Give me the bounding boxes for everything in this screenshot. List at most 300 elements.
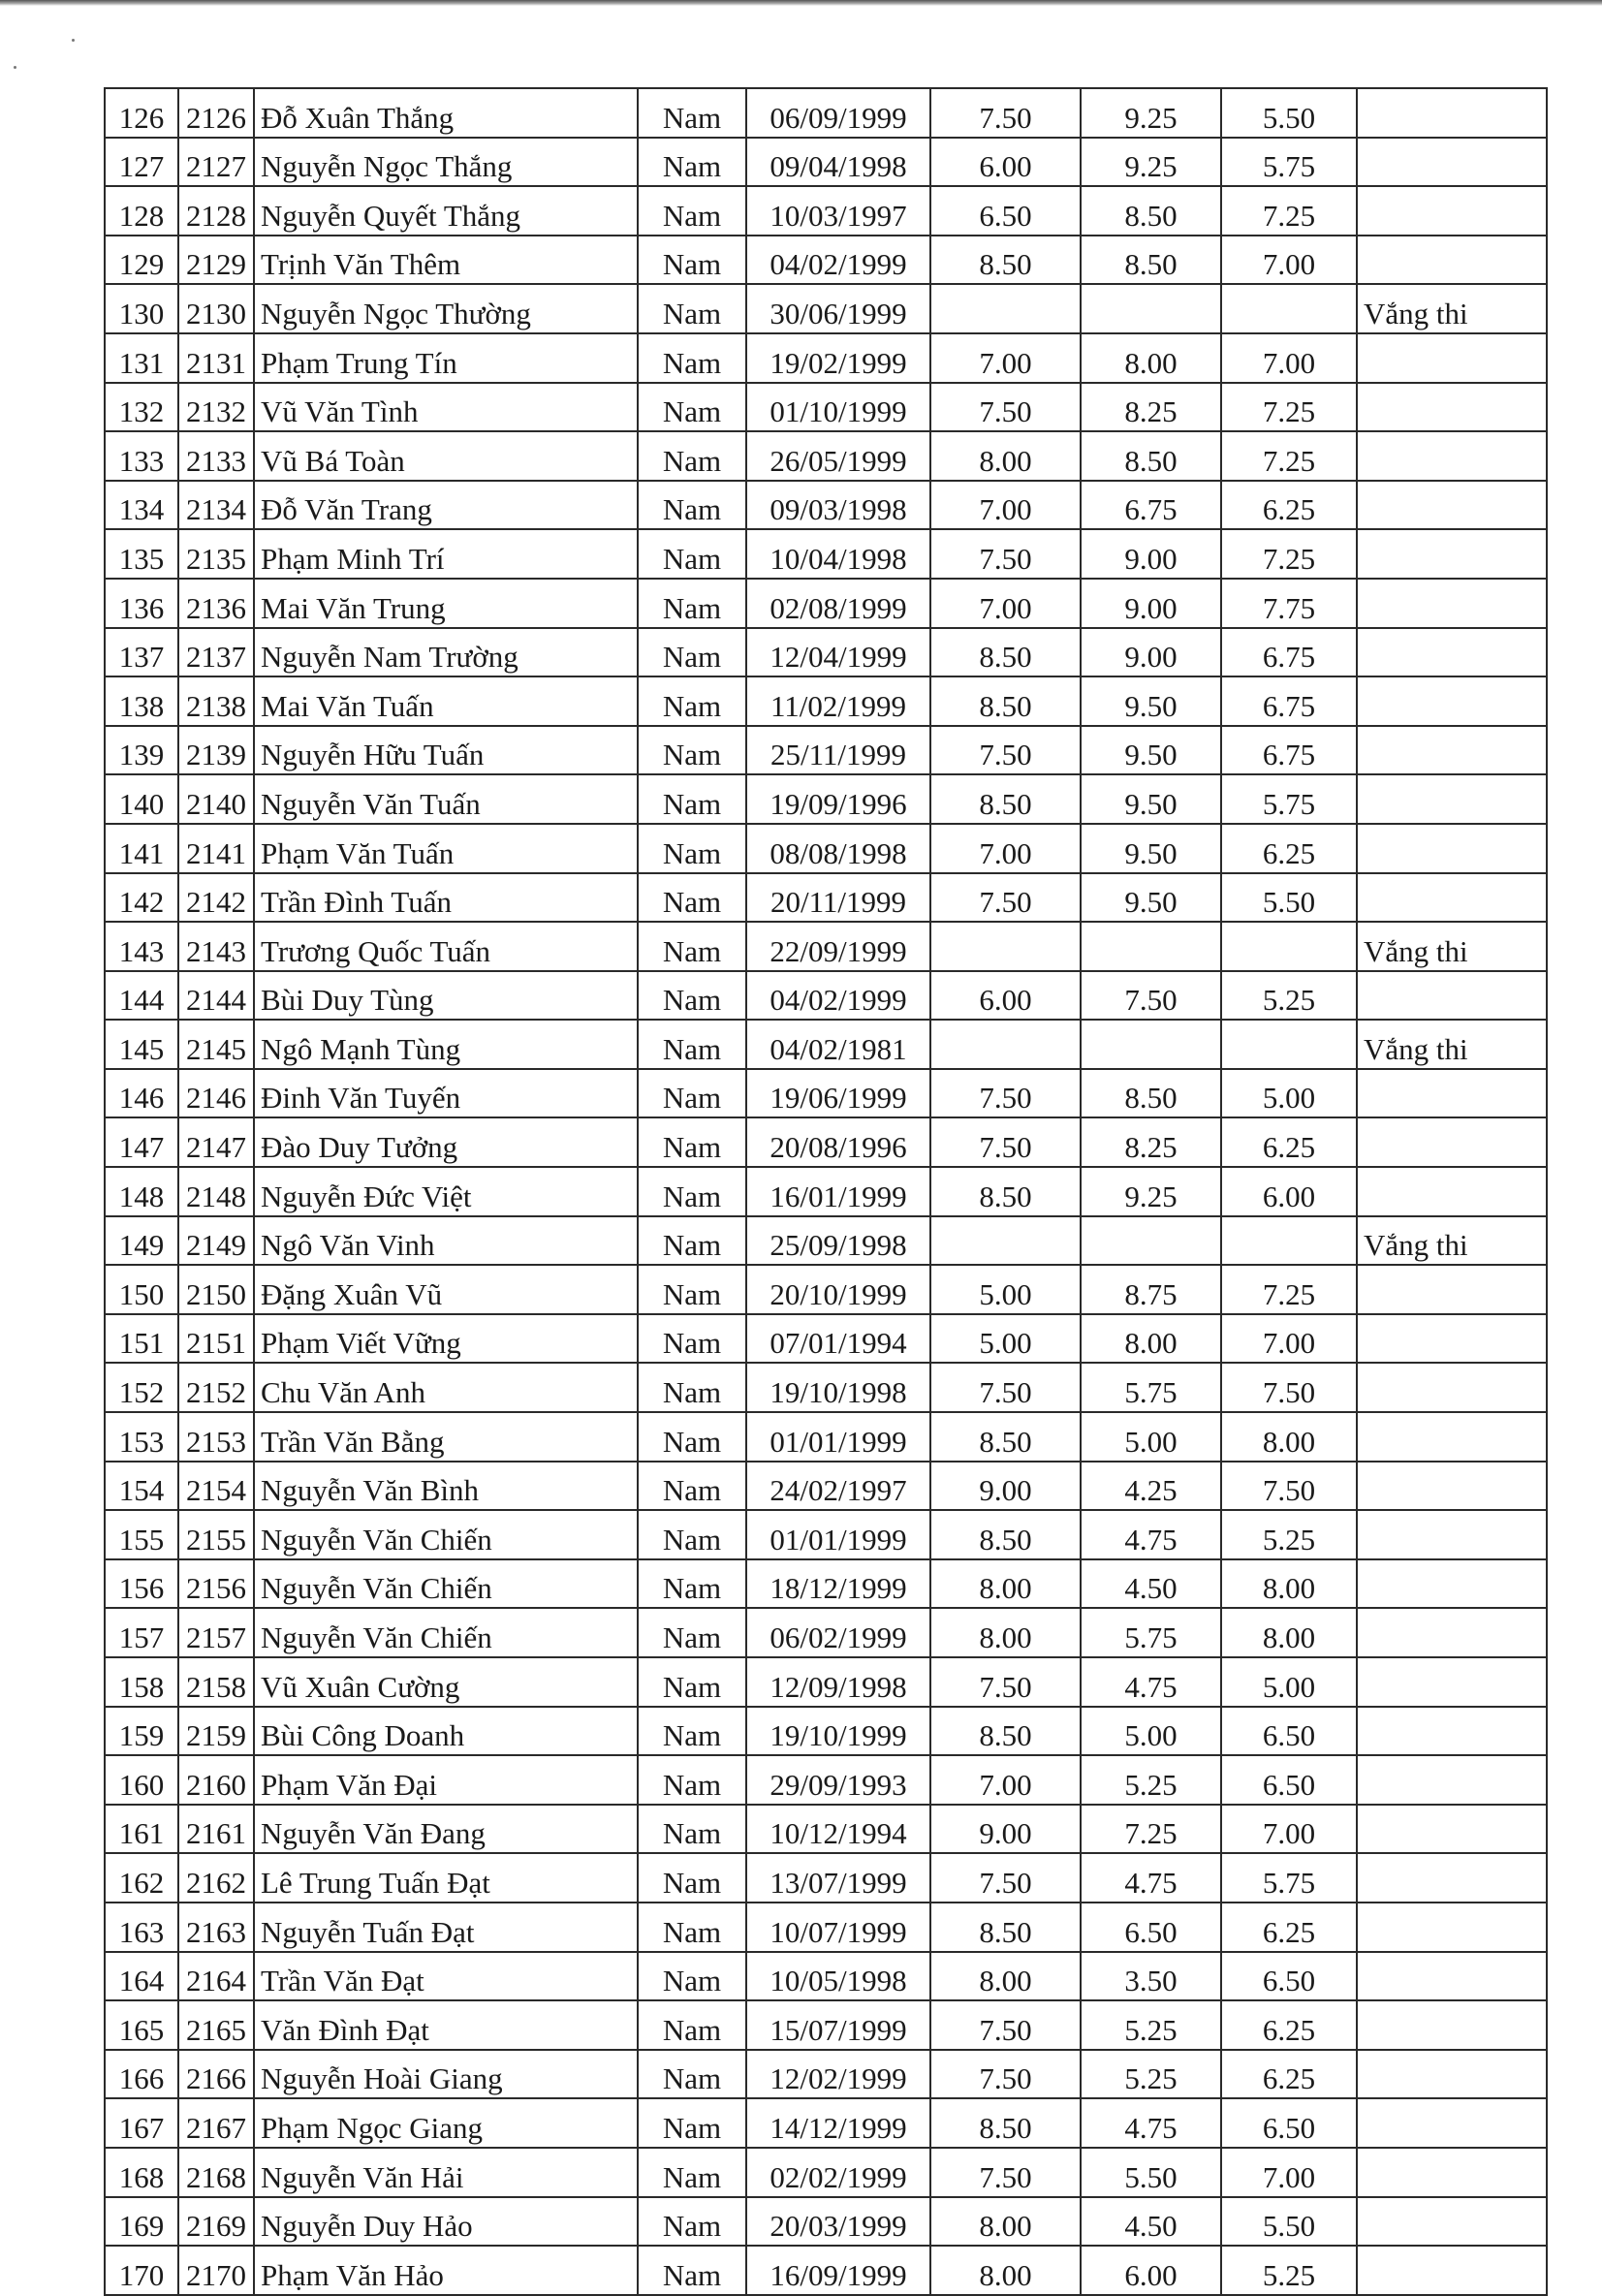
score-1-cell: 7.50 — [930, 529, 1081, 579]
note-cell — [1357, 2050, 1547, 2099]
note-cell — [1357, 1363, 1547, 1412]
candidate-name-cell: Vũ Văn Tình — [254, 383, 638, 432]
score-2-cell: 9.50 — [1081, 824, 1221, 873]
scan-speck — [72, 39, 75, 42]
candidate-number-cell: 2139 — [178, 726, 254, 775]
table-row — [105, 284, 1547, 333]
score-1-cell: 7.50 — [930, 88, 1081, 138]
score-3-cell: 6.00 — [1221, 1167, 1357, 1216]
row-index-cell: 156 — [105, 1559, 178, 1609]
note-cell — [1357, 873, 1547, 923]
candidate-name-cell: Nguyễn Ngọc Thường — [254, 284, 638, 333]
score-3-cell: 6.25 — [1221, 2000, 1357, 2050]
candidate-number-cell: 2132 — [178, 383, 254, 432]
score-2-cell: 4.25 — [1081, 1462, 1221, 1511]
row-index-cell: 163 — [105, 1903, 178, 1952]
candidate-name-cell: Trần Văn Đạt — [254, 1952, 638, 2001]
candidate-number-cell: 2149 — [178, 1216, 254, 1266]
score-2-cell: 9.00 — [1081, 628, 1221, 677]
score-2-cell: 8.25 — [1081, 1117, 1221, 1167]
score-2-cell: 9.50 — [1081, 726, 1221, 775]
score-2-cell — [1081, 284, 1221, 333]
score-3-cell: 7.25 — [1221, 383, 1357, 432]
birth-date-cell: 10/04/1998 — [746, 529, 930, 579]
row-index-cell: 162 — [105, 1853, 178, 1903]
gender-cell: Nam — [638, 88, 746, 138]
row-index-cell: 131 — [105, 333, 178, 383]
score-3-cell: 6.75 — [1221, 726, 1357, 775]
score-1-cell: 6.00 — [930, 138, 1081, 187]
candidate-number-cell: 2162 — [178, 1853, 254, 1903]
birth-date-cell: 30/06/1999 — [746, 284, 930, 333]
candidate-name-cell: Trịnh Văn Thêm — [254, 236, 638, 285]
note-cell — [1357, 186, 1547, 236]
row-index-cell: 148 — [105, 1167, 178, 1216]
candidate-number-cell: 2145 — [178, 1020, 254, 1069]
note-cell — [1357, 1755, 1547, 1805]
candidate-name-cell: Trương Quốc Tuấn — [254, 922, 638, 971]
table-row — [105, 1167, 1547, 1216]
score-3-cell: 5.75 — [1221, 774, 1357, 824]
score-1-cell: 7.50 — [930, 2000, 1081, 2050]
note-cell — [1357, 774, 1547, 824]
row-index-cell: 140 — [105, 774, 178, 824]
gender-cell: Nam — [638, 1903, 746, 1952]
candidate-number-cell: 2154 — [178, 1462, 254, 1511]
score-1-cell: 7.50 — [930, 873, 1081, 923]
birth-date-cell: 12/09/1998 — [746, 1657, 930, 1707]
birth-date-cell: 25/11/1999 — [746, 726, 930, 775]
score-3-cell: 5.00 — [1221, 1069, 1357, 1118]
candidate-name-cell: Nguyễn Quyết Thắng — [254, 186, 638, 236]
candidate-number-cell: 2165 — [178, 2000, 254, 2050]
note-cell: Vắng thi — [1357, 1020, 1547, 1069]
score-2-cell: 8.50 — [1081, 1069, 1221, 1118]
score-1-cell: 8.50 — [930, 628, 1081, 677]
scan-speck — [14, 66, 16, 69]
score-2-cell: 5.75 — [1081, 1363, 1221, 1412]
score-2-cell: 9.25 — [1081, 138, 1221, 187]
note-cell — [1357, 1805, 1547, 1854]
score-3-cell: 6.25 — [1221, 824, 1357, 873]
score-3-cell: 6.50 — [1221, 1952, 1357, 2001]
score-3-cell: 7.00 — [1221, 1314, 1357, 1364]
candidate-name-cell: Phạm Văn Đại — [254, 1755, 638, 1805]
score-3-cell: 6.50 — [1221, 1755, 1357, 1805]
birth-date-cell: 10/03/1997 — [746, 186, 930, 236]
gender-cell: Nam — [638, 579, 746, 628]
table-row — [105, 1657, 1547, 1707]
candidate-number-cell: 2140 — [178, 774, 254, 824]
score-1-cell: 7.00 — [930, 1755, 1081, 1805]
birth-date-cell: 22/09/1999 — [746, 922, 930, 971]
score-3-cell: 5.50 — [1221, 88, 1357, 138]
scan-top-edge — [0, 0, 1602, 6]
gender-cell: Nam — [638, 2246, 746, 2295]
score-2-cell: 9.00 — [1081, 579, 1221, 628]
candidate-number-cell: 2148 — [178, 1167, 254, 1216]
gender-cell: Nam — [638, 628, 746, 677]
score-1-cell: 7.50 — [930, 383, 1081, 432]
gender-cell: Nam — [638, 1167, 746, 1216]
row-index-cell: 150 — [105, 1265, 178, 1314]
score-2-cell: 3.50 — [1081, 1952, 1221, 2001]
score-2-cell: 7.25 — [1081, 1805, 1221, 1854]
table-row — [105, 1510, 1547, 1559]
score-2-cell: 9.00 — [1081, 529, 1221, 579]
note-cell — [1357, 1559, 1547, 1609]
note-cell — [1357, 971, 1547, 1021]
table-row — [105, 88, 1547, 138]
score-1-cell: 7.00 — [930, 333, 1081, 383]
score-1-cell: 8.00 — [930, 1559, 1081, 1609]
gender-cell: Nam — [638, 1755, 746, 1805]
candidate-name-cell: Bùi Duy Tùng — [254, 971, 638, 1021]
score-2-cell: 6.75 — [1081, 481, 1221, 530]
candidate-number-cell: 2135 — [178, 529, 254, 579]
table-row — [105, 726, 1547, 775]
candidate-name-cell: Phạm Văn Hảo — [254, 2246, 638, 2295]
note-cell — [1357, 1903, 1547, 1952]
table-row — [105, 2148, 1547, 2197]
candidate-name-cell: Nguyễn Văn Tuấn — [254, 774, 638, 824]
gender-cell: Nam — [638, 2050, 746, 2099]
birth-date-cell: 06/02/1999 — [746, 1608, 930, 1657]
score-2-cell: 7.50 — [1081, 971, 1221, 1021]
gender-cell: Nam — [638, 333, 746, 383]
candidate-number-cell: 2157 — [178, 1608, 254, 1657]
birth-date-cell: 10/05/1998 — [746, 1952, 930, 2001]
candidate-number-cell: 2168 — [178, 2148, 254, 2197]
candidate-number-cell: 2155 — [178, 1510, 254, 1559]
score-1-cell: 8.50 — [930, 236, 1081, 285]
table-row — [105, 186, 1547, 236]
score-3-cell: 6.25 — [1221, 2050, 1357, 2099]
score-3-cell: 7.50 — [1221, 1462, 1357, 1511]
score-table — [104, 87, 1548, 2296]
candidate-number-cell: 2164 — [178, 1952, 254, 2001]
note-cell — [1357, 431, 1547, 481]
candidate-number-cell: 2159 — [178, 1707, 254, 1756]
score-2-cell: 8.50 — [1081, 431, 1221, 481]
score-1-cell: 7.50 — [930, 1069, 1081, 1118]
score-2-cell: 5.75 — [1081, 1608, 1221, 1657]
birth-date-cell: 01/01/1999 — [746, 1412, 930, 1462]
score-1-cell: 8.50 — [930, 1510, 1081, 1559]
note-cell — [1357, 138, 1547, 187]
score-3-cell: 8.00 — [1221, 1608, 1357, 1657]
table-row — [105, 1853, 1547, 1903]
row-index-cell: 142 — [105, 873, 178, 923]
score-1-cell — [930, 1020, 1081, 1069]
gender-cell: Nam — [638, 1117, 746, 1167]
row-index-cell: 167 — [105, 2098, 178, 2148]
candidate-number-cell: 2146 — [178, 1069, 254, 1118]
candidate-number-cell: 2160 — [178, 1755, 254, 1805]
note-cell — [1357, 2098, 1547, 2148]
gender-cell: Nam — [638, 236, 746, 285]
candidate-number-cell: 2141 — [178, 824, 254, 873]
birth-date-cell: 02/02/1999 — [746, 2148, 930, 2197]
candidate-name-cell: Lê Trung Tuấn Đạt — [254, 1853, 638, 1903]
gender-cell: Nam — [638, 1069, 746, 1118]
score-1-cell: 8.00 — [930, 2197, 1081, 2247]
gender-cell: Nam — [638, 186, 746, 236]
table-row — [105, 628, 1547, 677]
gender-cell: Nam — [638, 2000, 746, 2050]
birth-date-cell: 16/09/1999 — [746, 2246, 930, 2295]
score-1-cell: 8.00 — [930, 2246, 1081, 2295]
gender-cell: Nam — [638, 431, 746, 481]
score-3-cell: 7.00 — [1221, 236, 1357, 285]
note-cell — [1357, 1314, 1547, 1364]
birth-date-cell: 26/05/1999 — [746, 431, 930, 481]
table-row — [105, 1216, 1547, 1266]
candidate-number-cell: 2143 — [178, 922, 254, 971]
table-row — [105, 138, 1547, 187]
note-cell — [1357, 1117, 1547, 1167]
table-row — [105, 824, 1547, 873]
row-index-cell: 168 — [105, 2148, 178, 2197]
row-index-cell: 136 — [105, 579, 178, 628]
candidate-number-cell: 2166 — [178, 2050, 254, 2099]
score-2-cell: 4.50 — [1081, 2197, 1221, 2247]
gender-cell: Nam — [638, 1853, 746, 1903]
note-cell — [1357, 1707, 1547, 1756]
note-cell — [1357, 2000, 1547, 2050]
gender-cell: Nam — [638, 1657, 746, 1707]
gender-cell: Nam — [638, 1707, 746, 1756]
candidate-number-cell: 2150 — [178, 1265, 254, 1314]
candidate-number-cell: 2152 — [178, 1363, 254, 1412]
table-row — [105, 873, 1547, 923]
gender-cell: Nam — [638, 2197, 746, 2247]
candidate-name-cell: Đào Duy Tưởng — [254, 1117, 638, 1167]
score-2-cell: 5.25 — [1081, 2000, 1221, 2050]
score-2-cell: 9.50 — [1081, 676, 1221, 726]
score-3-cell: 5.75 — [1221, 138, 1357, 187]
note-cell — [1357, 1462, 1547, 1511]
gender-cell: Nam — [638, 1805, 746, 1854]
birth-date-cell: 04/02/1999 — [746, 971, 930, 1021]
score-1-cell: 6.00 — [930, 971, 1081, 1021]
note-cell — [1357, 1510, 1547, 1559]
birth-date-cell: 09/04/1998 — [746, 138, 930, 187]
candidate-name-cell: Phạm Ngọc Giang — [254, 2098, 638, 2148]
score-1-cell: 8.50 — [930, 676, 1081, 726]
table-row — [105, 2197, 1547, 2247]
birth-date-cell: 25/09/1998 — [746, 1216, 930, 1266]
score-3-cell: 5.75 — [1221, 1853, 1357, 1903]
note-cell — [1357, 1412, 1547, 1462]
table-row — [105, 579, 1547, 628]
gender-cell: Nam — [638, 1608, 746, 1657]
row-index-cell: 137 — [105, 628, 178, 677]
gender-cell: Nam — [638, 138, 746, 187]
birth-date-cell: 20/03/1999 — [746, 2197, 930, 2247]
row-index-cell: 158 — [105, 1657, 178, 1707]
note-cell: Vắng thi — [1357, 284, 1547, 333]
row-index-cell: 157 — [105, 1608, 178, 1657]
candidate-name-cell: Nguyễn Văn Chiến — [254, 1510, 638, 1559]
score-2-cell: 6.50 — [1081, 1903, 1221, 1952]
score-3-cell: 5.25 — [1221, 971, 1357, 1021]
score-1-cell: 9.00 — [930, 1462, 1081, 1511]
score-1-cell: 7.50 — [930, 1853, 1081, 1903]
score-2-cell — [1081, 1216, 1221, 1266]
score-1-cell: 8.50 — [930, 2098, 1081, 2148]
score-1-cell: 8.50 — [930, 1167, 1081, 1216]
candidate-number-cell: 2136 — [178, 579, 254, 628]
candidate-name-cell: Trần Đình Tuấn — [254, 873, 638, 923]
gender-cell: Nam — [638, 481, 746, 530]
score-2-cell: 9.25 — [1081, 88, 1221, 138]
gender-cell: Nam — [638, 873, 746, 923]
table-row — [105, 922, 1547, 971]
candidate-number-cell: 2130 — [178, 284, 254, 333]
score-2-cell: 8.75 — [1081, 1265, 1221, 1314]
score-1-cell: 6.50 — [930, 186, 1081, 236]
candidate-number-cell: 2161 — [178, 1805, 254, 1854]
birth-date-cell: 09/03/1998 — [746, 481, 930, 530]
candidate-name-cell: Đặng Xuân Vũ — [254, 1265, 638, 1314]
birth-date-cell: 01/10/1999 — [746, 383, 930, 432]
score-2-cell: 4.75 — [1081, 2098, 1221, 2148]
note-cell — [1357, 1952, 1547, 2001]
table-row — [105, 1069, 1547, 1118]
row-index-cell: 161 — [105, 1805, 178, 1854]
birth-date-cell: 08/08/1998 — [746, 824, 930, 873]
table-row — [105, 2246, 1547, 2295]
candidate-number-cell: 2131 — [178, 333, 254, 383]
birth-date-cell: 16/01/1999 — [746, 1167, 930, 1216]
score-2-cell: 5.25 — [1081, 2050, 1221, 2099]
score-3-cell: 7.75 — [1221, 579, 1357, 628]
note-cell — [1357, 628, 1547, 677]
gender-cell: Nam — [638, 726, 746, 775]
candidate-name-cell: Nguyễn Hoài Giang — [254, 2050, 638, 2099]
table-row — [105, 2098, 1547, 2148]
candidate-name-cell: Phạm Trung Tín — [254, 333, 638, 383]
row-index-cell: 170 — [105, 2246, 178, 2295]
table-row — [105, 431, 1547, 481]
birth-date-cell: 19/06/1999 — [746, 1069, 930, 1118]
table-row — [105, 1462, 1547, 1511]
row-index-cell: 128 — [105, 186, 178, 236]
note-cell — [1357, 2197, 1547, 2247]
note-cell — [1357, 88, 1547, 138]
candidate-name-cell: Nguyễn Tuấn Đạt — [254, 1903, 638, 1952]
candidate-name-cell: Nguyễn Văn Đang — [254, 1805, 638, 1854]
score-3-cell: 5.25 — [1221, 2246, 1357, 2295]
note-cell — [1357, 529, 1547, 579]
note-cell — [1357, 824, 1547, 873]
birth-date-cell: 12/02/1999 — [746, 2050, 930, 2099]
score-1-cell: 7.50 — [930, 2050, 1081, 2099]
table-row — [105, 1314, 1547, 1364]
candidate-number-cell: 2170 — [178, 2246, 254, 2295]
score-1-cell: 8.50 — [930, 1412, 1081, 1462]
gender-cell: Nam — [638, 2148, 746, 2197]
row-index-cell: 133 — [105, 431, 178, 481]
birth-date-cell: 20/10/1999 — [746, 1265, 930, 1314]
candidate-name-cell: Đỗ Văn Trang — [254, 481, 638, 530]
candidate-number-cell: 2153 — [178, 1412, 254, 1462]
birth-date-cell: 20/08/1996 — [746, 1117, 930, 1167]
gender-cell: Nam — [638, 1265, 746, 1314]
score-2-cell: 4.75 — [1081, 1510, 1221, 1559]
score-3-cell: 5.00 — [1221, 1657, 1357, 1707]
row-index-cell: 144 — [105, 971, 178, 1021]
table-row — [105, 1363, 1547, 1412]
candidate-name-cell: Văn Đình Đạt — [254, 2000, 638, 2050]
note-cell — [1357, 383, 1547, 432]
candidate-number-cell: 2142 — [178, 873, 254, 923]
score-2-cell — [1081, 922, 1221, 971]
score-table-body — [105, 88, 1547, 2295]
note-cell: Vắng thi — [1357, 922, 1547, 971]
table-row — [105, 1559, 1547, 1609]
birth-date-cell: 19/09/1996 — [746, 774, 930, 824]
birth-date-cell: 29/09/1993 — [746, 1755, 930, 1805]
candidate-name-cell: Nguyễn Ngọc Thắng — [254, 138, 638, 187]
note-cell — [1357, 1265, 1547, 1314]
row-index-cell: 152 — [105, 1363, 178, 1412]
score-1-cell: 7.50 — [930, 1657, 1081, 1707]
row-index-cell: 130 — [105, 284, 178, 333]
candidate-name-cell: Nguyễn Văn Chiến — [254, 1559, 638, 1609]
gender-cell: Nam — [638, 774, 746, 824]
score-3-cell: 7.25 — [1221, 1265, 1357, 1314]
row-index-cell: 160 — [105, 1755, 178, 1805]
row-index-cell: 145 — [105, 1020, 178, 1069]
row-index-cell: 169 — [105, 2197, 178, 2247]
score-2-cell: 4.75 — [1081, 1657, 1221, 1707]
score-2-cell — [1081, 1020, 1221, 1069]
candidate-name-cell: Phạm Văn Tuấn — [254, 824, 638, 873]
candidate-name-cell: Nguyễn Nam Trường — [254, 628, 638, 677]
score-1-cell: 5.00 — [930, 1314, 1081, 1364]
gender-cell: Nam — [638, 1559, 746, 1609]
score-2-cell: 9.25 — [1081, 1167, 1221, 1216]
birth-date-cell: 15/07/1999 — [746, 2000, 930, 2050]
score-3-cell: 6.75 — [1221, 676, 1357, 726]
gender-cell: Nam — [638, 922, 746, 971]
score-1-cell: 7.00 — [930, 579, 1081, 628]
gender-cell: Nam — [638, 383, 746, 432]
note-cell — [1357, 1167, 1547, 1216]
score-1-cell: 8.50 — [930, 774, 1081, 824]
score-3-cell — [1221, 1020, 1357, 1069]
birth-date-cell: 06/09/1999 — [746, 88, 930, 138]
score-3-cell: 7.00 — [1221, 1805, 1357, 1854]
score-1-cell: 5.00 — [930, 1265, 1081, 1314]
row-index-cell: 132 — [105, 383, 178, 432]
candidate-name-cell: Nguyễn Văn Hải — [254, 2148, 638, 2197]
note-cell — [1357, 333, 1547, 383]
birth-date-cell: 19/10/1998 — [746, 1363, 930, 1412]
score-3-cell: 5.50 — [1221, 2197, 1357, 2247]
candidate-number-cell: 2137 — [178, 628, 254, 677]
table-row — [105, 1707, 1547, 1756]
score-3-cell: 7.50 — [1221, 1363, 1357, 1412]
score-1-cell: 7.50 — [930, 2148, 1081, 2197]
row-index-cell: 165 — [105, 2000, 178, 2050]
score-2-cell: 5.25 — [1081, 1755, 1221, 1805]
candidate-name-cell: Nguyễn Văn Bình — [254, 1462, 638, 1511]
score-2-cell: 5.00 — [1081, 1412, 1221, 1462]
candidate-number-cell: 2151 — [178, 1314, 254, 1364]
